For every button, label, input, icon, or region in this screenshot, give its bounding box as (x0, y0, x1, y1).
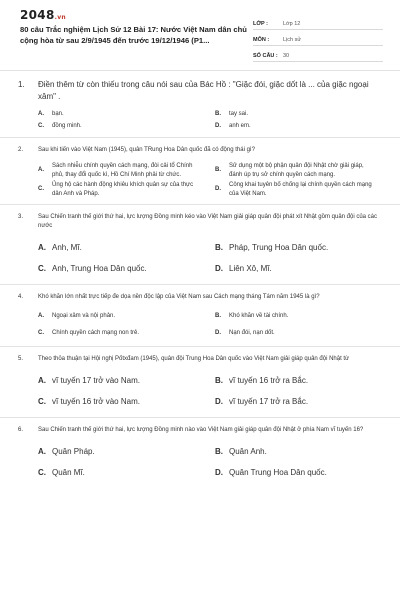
meta-row-subject (253, 30, 383, 46)
question-3 (0, 204, 400, 284)
option-text: Sách nhiễu chính quyền cách mạng, đòi cải tổ Chính phủ, thay đổi quốc kì, Hồ Chí Minh phải từ chức. (52, 162, 193, 178)
question-text: Theo thỏa thuận tại Hội nghị Pốtxđam (1945), quân đội Trung Hoa Dân quốc vào Việt Nam giải giáp quân đội Nhật từ (38, 356, 350, 362)
question-header (18, 146, 382, 156)
option-text: Anh, Mĩ. (52, 243, 82, 252)
meta-row-class (253, 14, 383, 30)
answer-option-a[interactable] (38, 371, 205, 392)
option-letter: A. (38, 376, 46, 385)
option-text: bạn. (52, 111, 64, 118)
option-text: vĩ tuyến 16 trở ra Bắc. (229, 376, 309, 385)
answer-option-b[interactable] (215, 109, 382, 121)
meta-label: SỐ CÂU : (253, 53, 278, 59)
question-number: 2. (18, 147, 24, 153)
option-letter: C. (38, 264, 46, 273)
answer-options (18, 441, 382, 483)
option-letter: B. (215, 111, 221, 118)
option-text: Liên Xô, Mĩ. (229, 264, 272, 273)
answer-option-b[interactable] (215, 441, 382, 462)
option-letter: A. (38, 446, 46, 456)
meta-label: LỚP : (253, 21, 268, 27)
answer-option-b[interactable] (215, 162, 382, 181)
answer-option-a[interactable] (38, 238, 205, 259)
option-letter: A. (38, 312, 44, 319)
answer-option-c[interactable] (38, 462, 205, 483)
answer-options (18, 109, 382, 133)
question-header (18, 293, 382, 303)
answer-option-b[interactable] (215, 308, 382, 325)
option-letter: B. (215, 446, 223, 456)
option-text: Công khai tuyên bố chống lại chính quyền cách mạng của Việt Nam. (229, 181, 372, 197)
question-1 (0, 70, 400, 137)
question-header (18, 79, 382, 103)
question-number: 3. (18, 213, 24, 220)
option-letter: C. (38, 467, 46, 477)
option-text: tay sai. (229, 111, 249, 118)
question-number: 5. (18, 356, 24, 362)
question-text: Sau Chiến tranh thế giới thứ hai, lực lượng Đồng minh kéo vào Việt Nam giải giáp quân đội phát xít Nhật gồm quân đội của các nước (38, 213, 378, 229)
option-letter: A. (38, 111, 44, 118)
meta-value: Lớp 12 (283, 21, 301, 27)
answer-option-d[interactable] (215, 259, 382, 280)
option-letter: B. (215, 167, 221, 174)
question-list (0, 70, 400, 487)
question-number: 4. (18, 293, 24, 300)
question-text: Sau khi tiến vào Việt Nam (1945), quân TRung Hoa Dân quốc đã có động thái gì? (38, 147, 255, 153)
option-text: Nạn đói, nạn dốt. (229, 329, 275, 336)
option-text: Quân Pháp. (52, 446, 95, 456)
answer-options (18, 238, 382, 280)
logo-text: 2048 (20, 8, 55, 22)
option-text: Quân Mĩ. (52, 467, 85, 477)
option-text: vĩ tuyến 17 trở vào Nam. (52, 376, 140, 385)
answer-option-c[interactable] (38, 181, 205, 200)
option-text: Quân Anh. (229, 446, 267, 456)
option-letter: B. (215, 376, 223, 385)
question-header (18, 213, 382, 232)
option-text: Chính quyền cách mạng non trẻ. (52, 329, 140, 336)
question-5 (0, 346, 400, 417)
option-text: Anh, Trung Hoa Dân quốc. (52, 264, 147, 273)
answer-option-d[interactable] (215, 325, 382, 342)
option-text: Ngoại xâm và nội phản. (52, 312, 116, 319)
answer-option-b[interactable] (215, 371, 382, 392)
option-letter: B. (215, 312, 221, 319)
option-text: Khó khăn về tài chính. (229, 312, 289, 319)
question-4 (0, 284, 400, 347)
meta-row-count (253, 46, 383, 62)
question-header (18, 426, 382, 436)
option-letter: A. (38, 243, 46, 252)
answer-option-d[interactable] (215, 392, 382, 413)
answer-option-c[interactable] (38, 259, 205, 280)
option-text: vĩ tuyến 16 trở vào Nam. (52, 397, 140, 406)
answer-option-c[interactable] (38, 392, 205, 413)
answer-options (18, 162, 382, 200)
option-letter: D. (215, 264, 223, 273)
option-text: Quân Trung Hoa Dân quốc. (229, 467, 327, 477)
meta-value: 30 (283, 53, 290, 59)
option-letter: C. (38, 186, 44, 193)
answer-option-a[interactable] (38, 109, 205, 121)
answer-options (18, 371, 382, 413)
answer-option-a[interactable] (38, 308, 205, 325)
option-text: vĩ tuyến 17 trở ra Bắc. (229, 397, 309, 406)
answer-option-d[interactable] (215, 181, 382, 200)
question-header (18, 355, 382, 365)
question-text: Điền thêm từ còn thiếu trong câu nói sau của Bác Hồ : "Giặc đói, giặc dốt là ... của giặc ngoại xâm" . (38, 80, 369, 101)
question-2 (0, 137, 400, 204)
answer-option-a[interactable] (38, 441, 205, 462)
answer-option-d[interactable] (215, 462, 382, 483)
option-letter: C. (38, 123, 44, 130)
document-meta (253, 14, 383, 62)
option-letter: D. (215, 329, 221, 336)
answer-option-d[interactable] (215, 121, 382, 133)
option-text: Ủng hộ các hành động khiêu khích quân sự của thực dân Anh và Pháp. (52, 181, 194, 197)
option-letter: C. (38, 397, 46, 406)
option-letter: D. (215, 397, 223, 406)
option-letter: C. (38, 329, 44, 336)
option-letter: B. (215, 243, 223, 252)
option-letter: D. (215, 123, 221, 130)
meta-value: Lịch sử (283, 37, 302, 43)
answer-option-c[interactable] (38, 325, 205, 342)
option-text: anh em. (229, 123, 251, 130)
logo-domain: .vn (54, 14, 66, 21)
option-letter: D. (215, 467, 223, 477)
document-title: 80 câu Trắc nghiệm Lịch Sử 12 Bài 17: Nước Việt Nam dân chủ cộng hòa từ sau 2/9/1945 đến trước 19/12/1946 (P1... (20, 25, 247, 45)
option-text: Sử dụng một bộ phận quân đội Nhật chờ giải giáp, đánh úp trụ sở chính quyền cách mạng. (229, 162, 364, 178)
meta-label: MÔN : (253, 37, 270, 43)
answer-option-c[interactable] (38, 121, 205, 133)
answer-options (18, 308, 382, 342)
page-header (0, 0, 400, 66)
question-number: 1. (18, 80, 25, 89)
question-text: Sau Chiến tranh thế giới thứ hai, lực lượng Đồng minh nào vào Việt Nam giải giáp quân đội Nhật ở phía Nam vĩ tuyến 16? (38, 426, 364, 433)
option-text: đồng minh. (52, 123, 82, 130)
question-6 (0, 417, 400, 488)
question-number: 6. (18, 426, 24, 433)
answer-option-b[interactable] (215, 238, 382, 259)
option-letter: A. (38, 167, 44, 174)
option-text: Pháp, Trung Hoa Dân quốc. (229, 243, 329, 252)
answer-option-a[interactable] (38, 162, 205, 181)
option-letter: D. (215, 186, 221, 193)
question-text: Khó khăn lớn nhất trực tiếp đe dọa nền độc lập của Việt Nam sau Cách mạng tháng Tám năm 1945 là gì? (38, 293, 320, 300)
